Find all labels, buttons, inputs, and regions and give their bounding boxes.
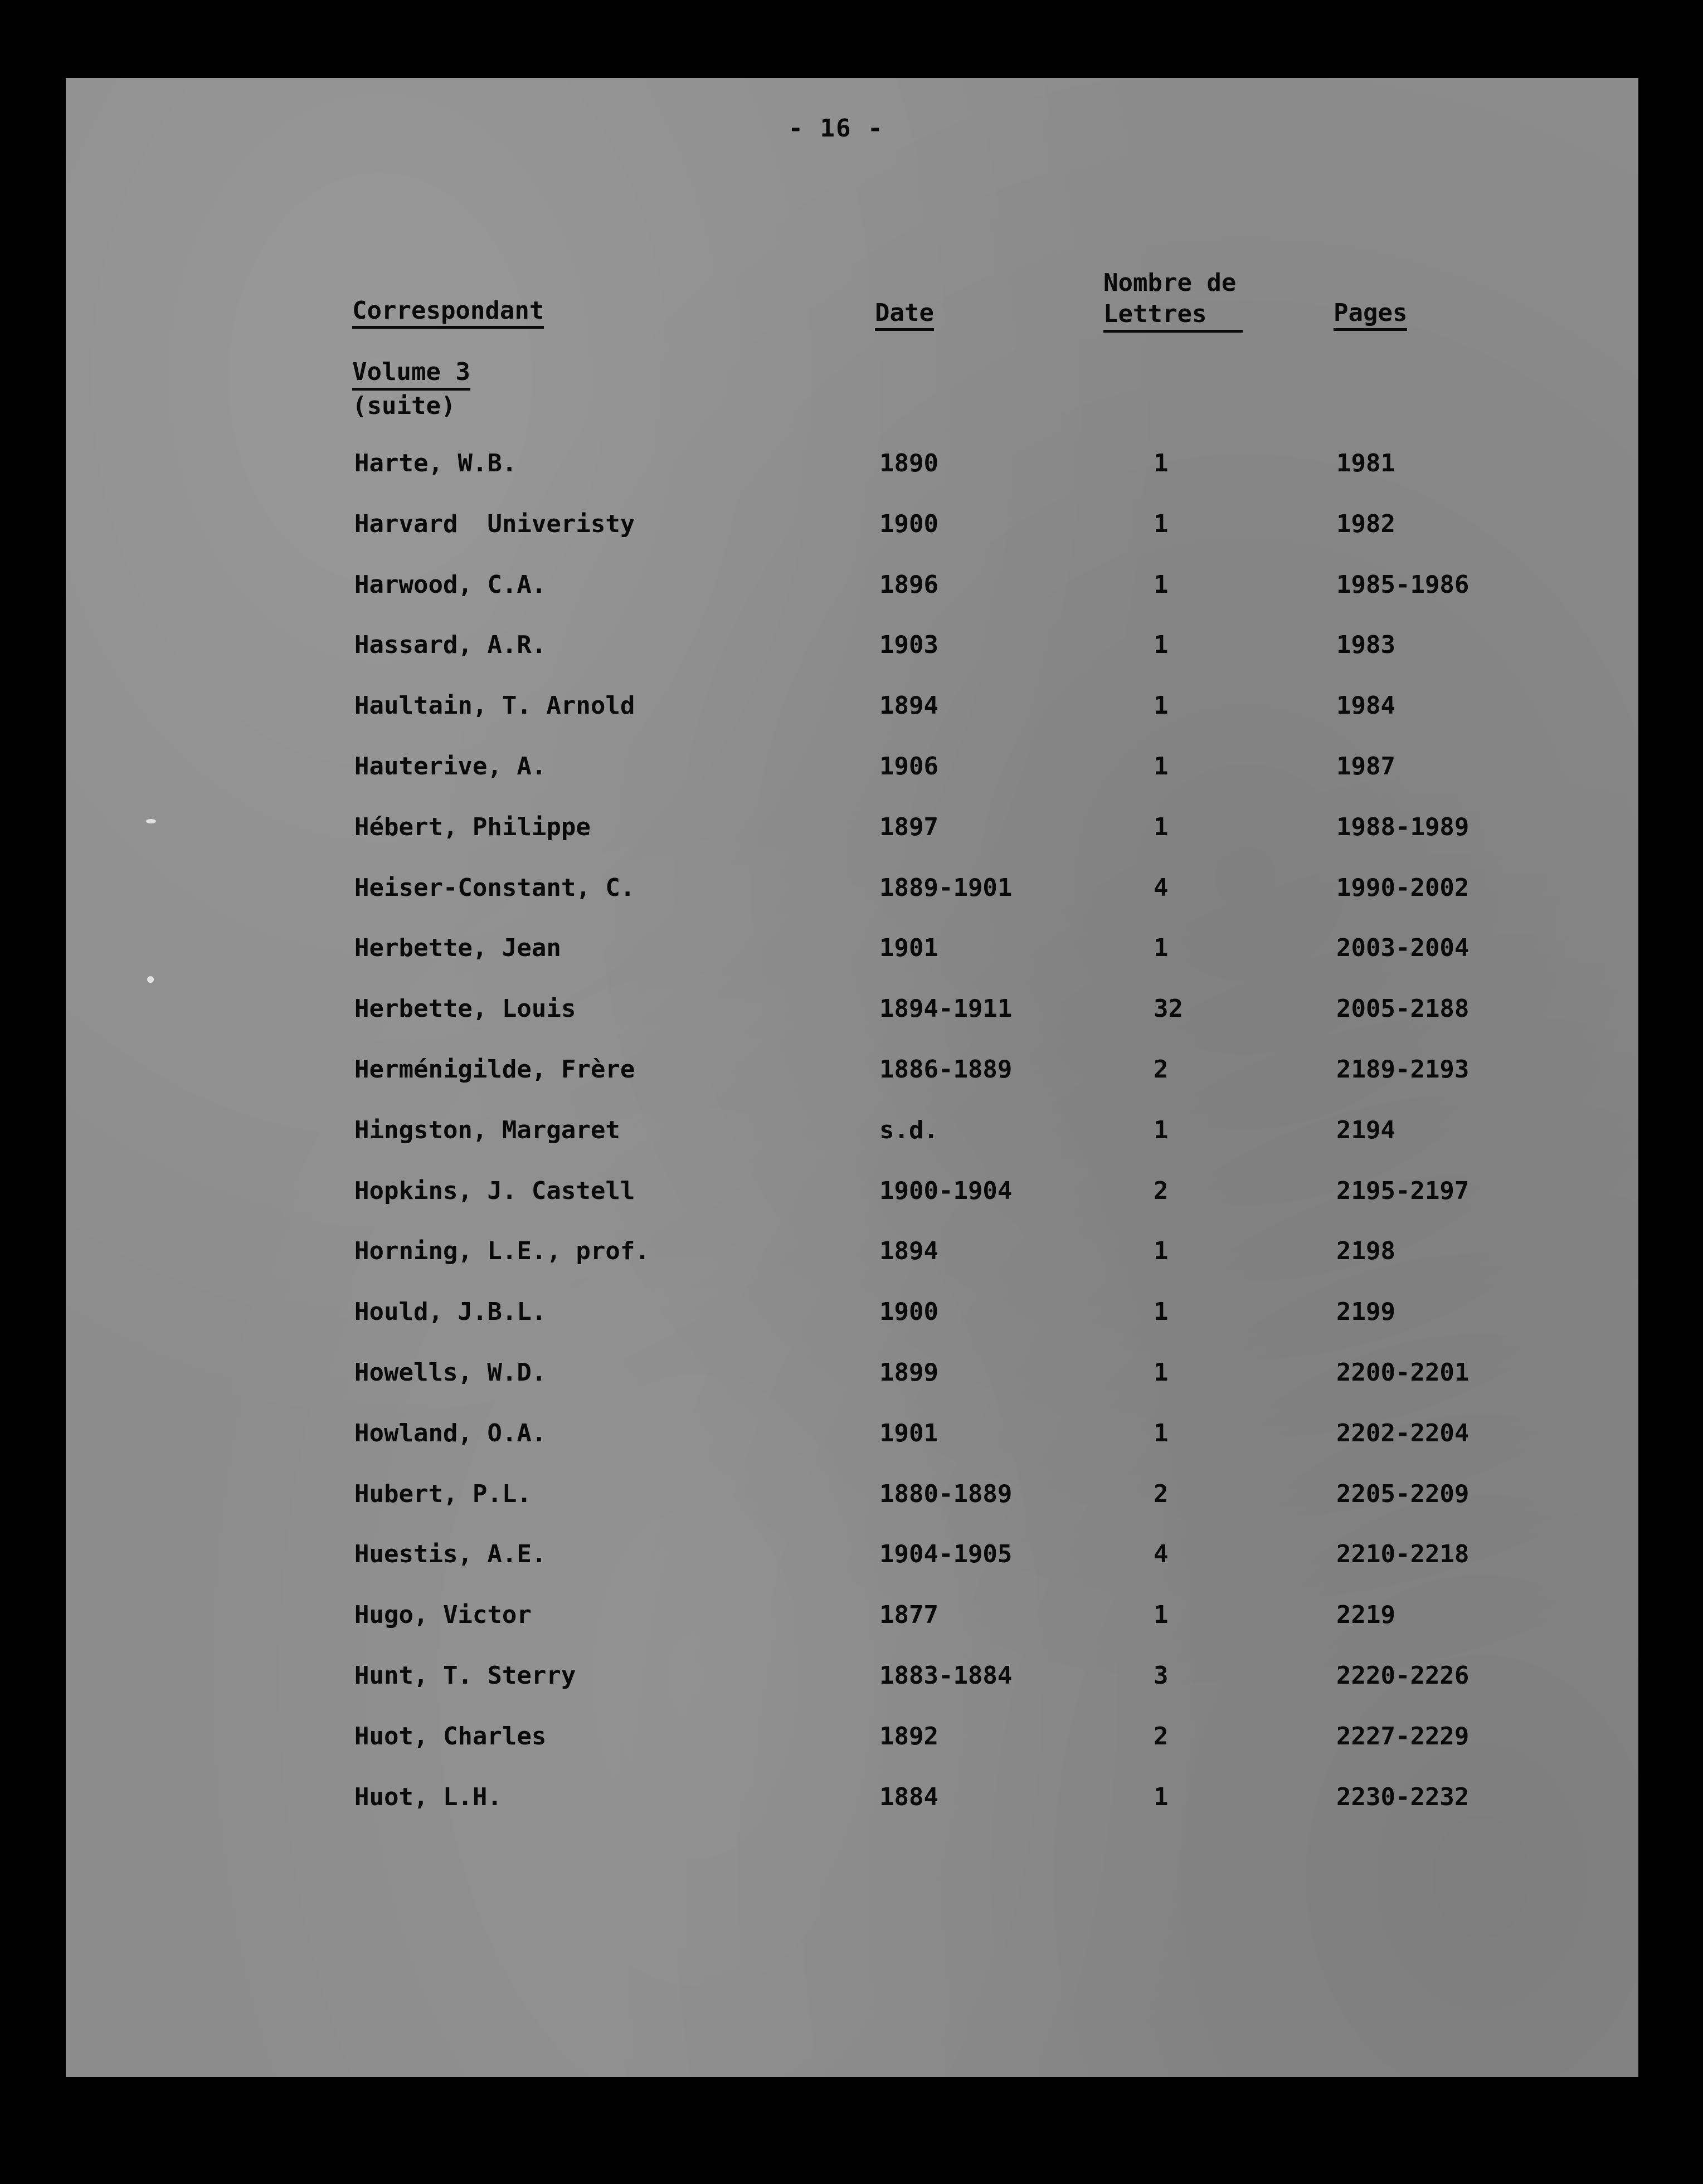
cell-nombre-lettres: 2 xyxy=(1154,1177,1169,1205)
cell-pages: 2195-2197 xyxy=(1336,1177,1470,1205)
cell-correspondant: Haultain, T. Arnold xyxy=(354,691,635,720)
cell-date: 1900 xyxy=(879,1298,938,1326)
cell-pages: 2230-2232 xyxy=(1336,1783,1470,1811)
table-row xyxy=(0,1235,1703,1268)
cell-nombre-lettres: 1 xyxy=(1154,813,1169,841)
cell-nombre-lettres: 1 xyxy=(1154,1419,1169,1447)
cell-nombre-lettres: 2 xyxy=(1154,1722,1169,1751)
cell-pages: 1988-1989 xyxy=(1336,813,1470,841)
cell-pages: 1987 xyxy=(1336,752,1395,781)
cell-correspondant: Huot, Charles xyxy=(354,1722,547,1751)
cell-date: 1901 xyxy=(879,1419,938,1447)
cell-date: 1899 xyxy=(879,1358,938,1387)
cell-date: 1890 xyxy=(879,449,938,477)
table-row xyxy=(0,1114,1703,1147)
cell-correspondant: Howells, W.D. xyxy=(354,1358,547,1387)
table-row xyxy=(0,1659,1703,1693)
cell-date: 1883-1884 xyxy=(879,1661,1013,1690)
table-row xyxy=(0,992,1703,1026)
cell-nombre-lettres: 1 xyxy=(1154,691,1169,720)
cell-correspondant: Harvard Univeristy xyxy=(354,510,635,538)
cell-correspondant: Hassard, A.R. xyxy=(354,631,547,659)
cell-pages: 2198 xyxy=(1336,1237,1395,1265)
section-heading xyxy=(352,357,470,422)
cell-nombre-lettres: 3 xyxy=(1154,1661,1169,1690)
cell-pages: 1984 xyxy=(1336,691,1395,720)
cell-date: 1880-1889 xyxy=(879,1480,1013,1508)
table-row xyxy=(0,689,1703,723)
cell-nombre-lettres: 1 xyxy=(1154,1298,1169,1326)
cell-pages: 2219 xyxy=(1336,1601,1395,1629)
cell-date: 1904-1905 xyxy=(879,1540,1013,1568)
cell-nombre-lettres: 32 xyxy=(1154,994,1183,1023)
table-row xyxy=(0,811,1703,844)
cell-nombre-lettres: 1 xyxy=(1154,752,1169,781)
table-row xyxy=(0,628,1703,662)
table-row xyxy=(0,1598,1703,1632)
cell-nombre-lettres: 1 xyxy=(1154,1601,1169,1629)
cell-pages: 2202-2204 xyxy=(1336,1419,1470,1447)
header-correspondant-label: Correspondant xyxy=(352,296,544,329)
table-row xyxy=(0,1720,1703,1753)
header-pages xyxy=(1334,298,1407,329)
cell-correspondant: Hubert, P.L. xyxy=(354,1480,532,1508)
cell-date: 1894 xyxy=(879,691,938,720)
cell-nombre-lettres: 1 xyxy=(1154,571,1169,599)
scan-speck xyxy=(147,976,154,983)
table-row xyxy=(0,1356,1703,1390)
cell-pages: 2005-2188 xyxy=(1336,994,1470,1023)
cell-correspondant: Hunt, T. Sterry xyxy=(354,1661,576,1690)
cell-pages: 1985-1986 xyxy=(1336,571,1470,599)
cell-pages: 2189-2193 xyxy=(1336,1055,1470,1084)
cell-correspondant: Hauterive, A. xyxy=(354,752,547,781)
page-number: - 16 - xyxy=(788,114,884,143)
section-title: Volume 3 xyxy=(352,357,470,391)
cell-date: 1900 xyxy=(879,510,938,538)
header-pages-label: Pages xyxy=(1334,299,1407,331)
cell-nombre-lettres: 1 xyxy=(1154,1358,1169,1387)
cell-date: 1901 xyxy=(879,934,938,962)
cell-correspondant: Hopkins, J. Castell xyxy=(354,1177,635,1205)
cell-pages: 2199 xyxy=(1336,1298,1395,1326)
cell-correspondant: Hugo, Victor xyxy=(354,1601,532,1629)
table-row xyxy=(0,750,1703,783)
cell-nombre-lettres: 1 xyxy=(1154,1783,1169,1811)
cell-pages: 1981 xyxy=(1336,449,1395,477)
header-correspondant xyxy=(352,295,544,326)
cell-date: 1894-1911 xyxy=(879,994,1013,1023)
cell-date: 1903 xyxy=(879,631,938,659)
cell-pages: 2220-2226 xyxy=(1336,1661,1470,1690)
cell-correspondant: Herbette, Jean xyxy=(354,934,561,962)
table-row xyxy=(0,1538,1703,1571)
header-date xyxy=(875,298,934,329)
table-row xyxy=(0,1478,1703,1511)
cell-correspondant: Harwood, C.A. xyxy=(354,571,547,599)
cell-date: s.d. xyxy=(879,1116,938,1144)
table-row xyxy=(0,1053,1703,1086)
cell-correspondant: Hébert, Philippe xyxy=(354,813,591,841)
table-row xyxy=(0,1781,1703,1814)
header-nombre-line1: Nombre de xyxy=(1103,269,1237,297)
cell-pages: 1983 xyxy=(1336,631,1395,659)
cell-nombre-lettres: 1 xyxy=(1154,1116,1169,1144)
cell-nombre-lettres: 1 xyxy=(1154,449,1169,477)
header-nombre-line2: Lettres xyxy=(1103,299,1243,333)
table-row xyxy=(0,1417,1703,1450)
table-row xyxy=(0,1295,1703,1329)
cell-pages: 2003-2004 xyxy=(1336,934,1470,962)
cell-date: 1897 xyxy=(879,813,938,841)
table-row xyxy=(0,568,1703,602)
cell-correspondant: Herbette, Louis xyxy=(354,994,576,1023)
cell-correspondant: Hingston, Margaret xyxy=(354,1116,620,1144)
cell-date: 1889-1901 xyxy=(879,874,1013,902)
cell-correspondant: Howland, O.A. xyxy=(354,1419,547,1447)
cell-pages: 1982 xyxy=(1336,510,1395,538)
table-row xyxy=(0,871,1703,905)
cell-pages: 2210-2218 xyxy=(1336,1540,1470,1568)
header-nombre-de-lettres xyxy=(1103,267,1243,333)
cell-correspondant: Hould, J.B.L. xyxy=(354,1298,547,1326)
cell-nombre-lettres: 1 xyxy=(1154,631,1169,659)
cell-date: 1906 xyxy=(879,752,938,781)
cell-pages: 2194 xyxy=(1336,1116,1395,1144)
cell-pages: 2205-2209 xyxy=(1336,1480,1470,1508)
cell-pages: 2227-2229 xyxy=(1336,1722,1470,1751)
cell-date: 1894 xyxy=(879,1237,938,1265)
cell-correspondant: Huestis, A.E. xyxy=(354,1540,547,1568)
cell-nombre-lettres: 2 xyxy=(1154,1055,1169,1084)
cell-pages: 1990-2002 xyxy=(1336,874,1470,902)
header-date-label: Date xyxy=(875,299,934,331)
cell-date: 1896 xyxy=(879,571,938,599)
cell-date: 1892 xyxy=(879,1722,938,1751)
cell-nombre-lettres: 4 xyxy=(1154,1540,1169,1568)
cell-correspondant: Herménigilde, Frère xyxy=(354,1055,635,1084)
table-row xyxy=(0,447,1703,480)
cell-nombre-lettres: 1 xyxy=(1154,1237,1169,1265)
cell-nombre-lettres: 2 xyxy=(1154,1480,1169,1508)
table-row xyxy=(0,1174,1703,1208)
cell-nombre-lettres: 4 xyxy=(1154,874,1169,902)
cell-date: 1886-1889 xyxy=(879,1055,1013,1084)
cell-pages: 2200-2201 xyxy=(1336,1358,1470,1387)
cell-date: 1884 xyxy=(879,1783,938,1811)
cell-correspondant: Harte, W.B. xyxy=(354,449,517,477)
table-row xyxy=(0,508,1703,541)
cell-date: 1877 xyxy=(879,1601,938,1629)
section-subtitle: (suite) xyxy=(352,392,456,420)
cell-nombre-lettres: 1 xyxy=(1154,510,1169,538)
cell-correspondant: Huot, L.H. xyxy=(354,1783,502,1811)
cell-date: 1900-1904 xyxy=(879,1177,1013,1205)
cell-correspondant: Heiser-Constant, C. xyxy=(354,874,635,902)
cell-correspondant: Horning, L.E., prof. xyxy=(354,1237,650,1265)
table-row xyxy=(0,932,1703,965)
cell-nombre-lettres: 1 xyxy=(1154,934,1169,962)
